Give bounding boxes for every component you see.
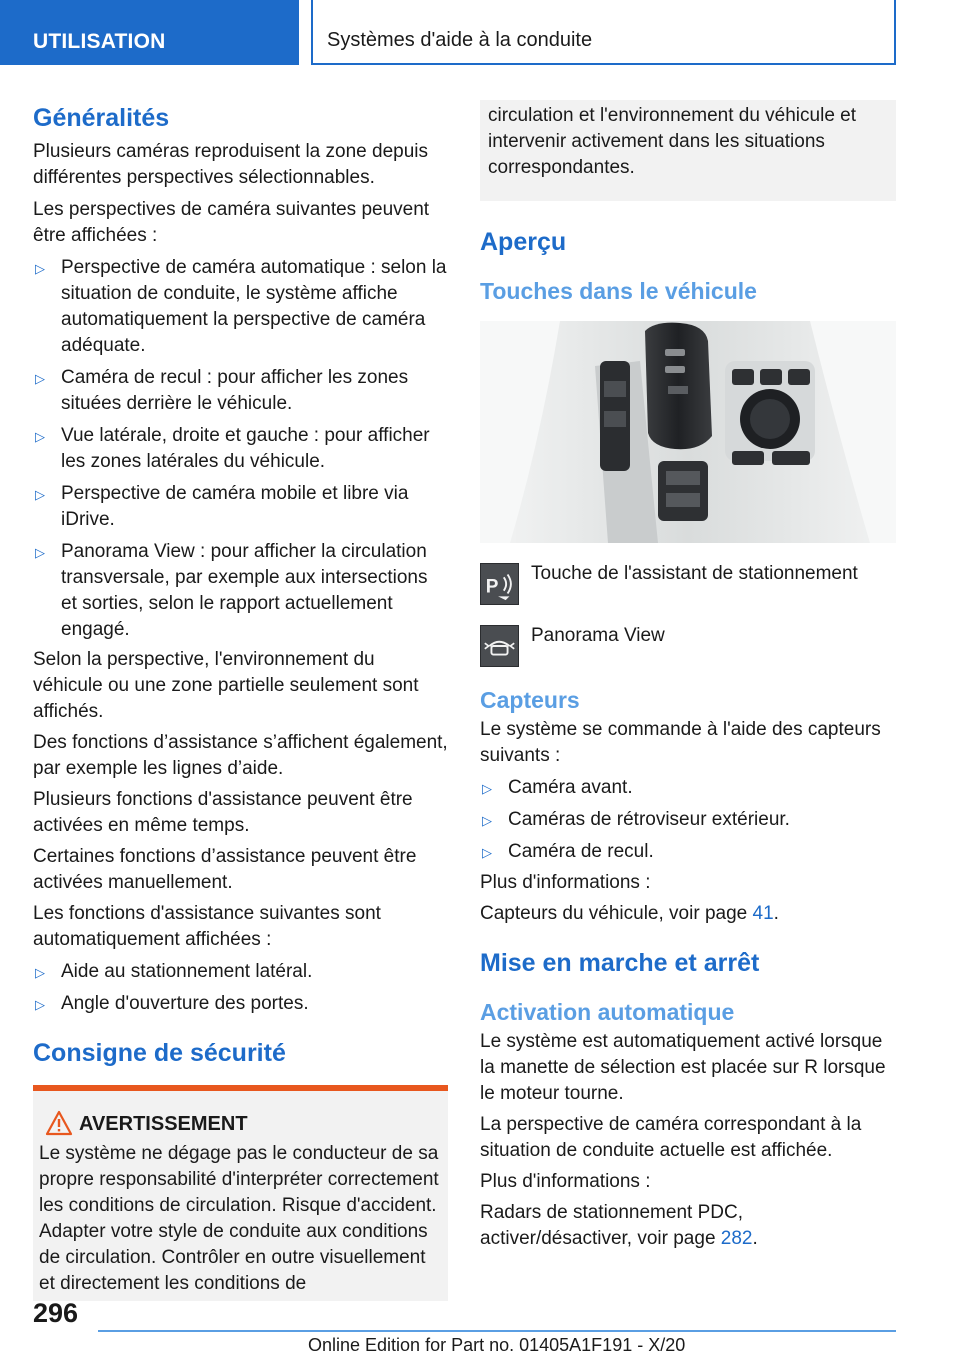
paragraph: Plus d'informations : (480, 1171, 651, 1192)
list-item-text: Caméra de recul. (508, 841, 654, 862)
paragraph: Des fonctions d’assistance s’affichent également, par exemple les lignes d’aide. (33, 732, 448, 779)
reference-text: Capteurs du véhicule, voir page (480, 903, 753, 924)
list-item (480, 807, 896, 833)
section-label: UTILISATION (33, 30, 166, 53)
section-title-apercu: Aperçu (480, 228, 567, 256)
reference-text: Radars de stationnement PDC, activer/désactiver, voir page (480, 1202, 743, 1249)
list-item (33, 539, 448, 643)
warning-box (33, 1085, 448, 1301)
list-item (33, 991, 448, 1017)
paragraph: Plus d'informations : (480, 872, 651, 893)
list-item-text: Panorama View : pour afficher la circulation transversale, par exemple aux intersections et sorties, selon le rapport actuellement engagé. (61, 541, 428, 640)
key-legend (480, 563, 896, 687)
triangle-bullet-icon: ▷ (35, 545, 45, 560)
section-title-onoff: Mise en marche et arrêt (480, 949, 760, 977)
list-item-text: Perspective de caméra automatique : selon la situation de conduite, le système affiche automatiquement la perspective de caméra adéquate. (61, 257, 447, 356)
list-item (33, 365, 448, 417)
list-item (33, 255, 448, 359)
paragraph: Le système est automatiquement activé lorsque la manette de sélection est placée sur R lorsque le moteur tourne. (480, 1031, 886, 1104)
chapter-header (311, 0, 896, 65)
key-row (480, 563, 896, 625)
subsection-title-activation: Activation automatique (480, 999, 735, 1025)
reference-end: . (773, 903, 779, 924)
paragraph: Plusieurs caméras reproduisent la zone depuis différentes perspectives sélectionnables. (33, 141, 428, 188)
triangle-bullet-icon: ▷ (35, 371, 45, 386)
subsection-title-capteurs: Capteurs (480, 687, 580, 713)
triangle-bullet-icon: ▷ (35, 261, 45, 276)
list-item-text: Caméra de recul : pour afficher les zones situées derrière le véhicule. (61, 367, 409, 414)
list-item-text: Perspective de caméra mobile et libre via iDrive. (61, 483, 409, 530)
key-label: Touche de l'assistant de stationnement (531, 563, 858, 584)
subsection-title-touches: Touches dans le véhicule (480, 278, 757, 304)
panorama-view-icon (480, 625, 519, 667)
left-column (33, 100, 448, 1301)
right-column (480, 100, 896, 1252)
chapter-label: Systèmes d'aide à la conduite (327, 29, 593, 51)
center-console-image (480, 321, 896, 543)
page-link[interactable]: 41 (752, 903, 774, 924)
triangle-bullet-icon: ▷ (482, 781, 492, 796)
warning-text: Le système ne dégage pas le conducteur de sa propre responsabilité d'interpréter correctement les conditions de circulation. Risque d'accident. Adapter votre style de conduite aux conditions de circulation. Contrôler en outre visuellement et directement les conditions de (39, 1143, 439, 1294)
list-item (33, 959, 448, 985)
page-number: 296 (33, 1298, 79, 1328)
cross-reference (480, 1200, 896, 1252)
perspective-list (33, 255, 448, 643)
paragraph: Plusieurs fonctions d'assistance peuvent être activées en même temps. (33, 789, 413, 836)
svg-text:P: P (485, 576, 499, 598)
cross-reference (480, 901, 896, 927)
footer-divider (98, 1330, 896, 1332)
warning-title: AVERTISSEMENT (79, 1113, 248, 1135)
list-item-text: Caméra avant. (508, 777, 633, 798)
warning-heading (39, 1109, 442, 1139)
paragraph: Certaines fonctions d’assistance peuvent être activées manuellement. (33, 846, 417, 893)
warning-continuation-box (480, 100, 896, 201)
park-assist-icon (480, 563, 519, 605)
assist-list (33, 959, 448, 1017)
key-row (480, 625, 896, 687)
list-item-text: Vue latérale, droite et gauche : pour afficher les zones latérales du véhicule. (61, 425, 430, 472)
list-item (33, 423, 448, 475)
triangle-bullet-icon: ▷ (35, 487, 45, 502)
section-tab (0, 0, 299, 65)
list-item-text: Caméras de rétroviseur extérieur. (508, 809, 790, 830)
triangle-bullet-icon: ▷ (35, 997, 45, 1012)
triangle-bullet-icon: ▷ (35, 965, 45, 980)
section-title-generalites: Généralités (33, 104, 170, 132)
reference-end: . (752, 1228, 758, 1249)
list-item-text: Aide au stationnement latéral. (61, 961, 313, 982)
triangle-bullet-icon: ▷ (35, 429, 45, 444)
sensor-list (480, 775, 896, 865)
warning-triangle-icon (45, 1110, 73, 1136)
warning-continuation: circulation et l'environnement du véhicule et intervenir activement dans les situations correspondantes. (488, 105, 857, 178)
section-title-safety: Consigne de sécurité (33, 1039, 286, 1067)
triangle-bullet-icon: ▷ (482, 845, 492, 860)
list-item (33, 481, 448, 533)
list-item-text: Angle d'ouverture des portes. (61, 993, 309, 1014)
paragraph: Les perspectives de caméra suivantes peuvent être affichées : (33, 199, 430, 246)
paragraph: Les fonctions d'assistance suivantes sont automatiquement affichées : (33, 903, 381, 950)
paragraph: Selon la perspective, l'environnement du véhicule ou une zone partielle seulement sont affichés. (33, 649, 419, 722)
paragraph: La perspective de caméra correspondant à la situation de conduite actuelle est affichée. (480, 1114, 862, 1161)
page-link[interactable]: 282 (720, 1228, 753, 1249)
console-photo (480, 321, 896, 543)
triangle-bullet-icon: ▷ (482, 813, 492, 828)
paragraph: Le système se commande à l'aide des capteurs suivants : (480, 719, 881, 766)
list-item (480, 839, 896, 865)
edition-note: Online Edition for Part no. 01405A1F191 - X/20 (308, 1335, 686, 1355)
list-item (480, 775, 896, 801)
key-label: Panorama View (531, 625, 665, 646)
